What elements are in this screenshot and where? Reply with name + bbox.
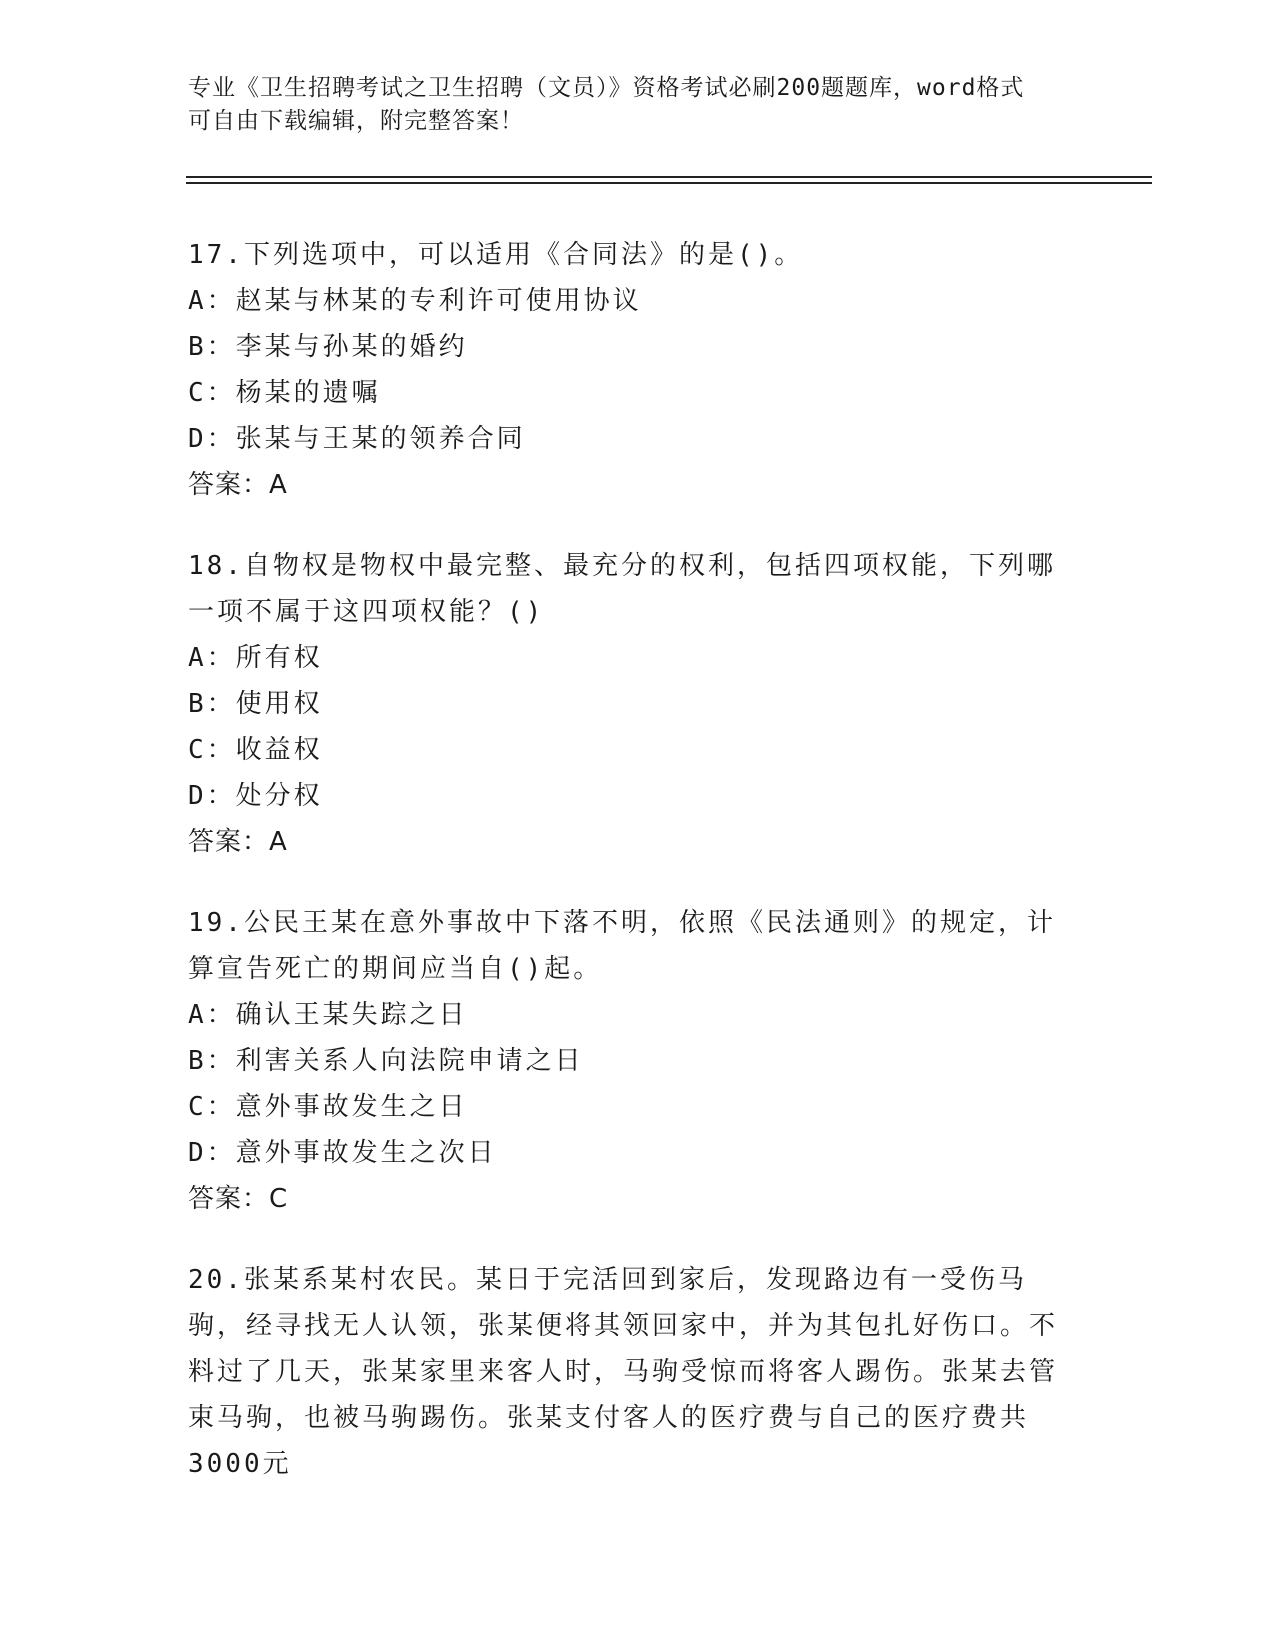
header-divider-top [186,176,1152,178]
question-list [188,232,1078,1522]
option-c: C：杨某的遗嘱 [188,378,381,408]
question-20 [188,1257,1078,1487]
document-header [188,72,1068,138]
header-line-1: 专业《卫生招聘考试之卫生招聘（文员）》资格考试必刷200题题库，word格式 [188,75,1025,101]
answer: 答案：A [188,470,288,500]
question-text: 19.公民王某在意外事故中下落不明，依照《民法通则》的规定，计算宣告死亡的期间应当自()起。 [188,908,1056,984]
option-a: A：确认王某失踪之日 [188,1000,468,1030]
header-line-2: 可自由下载编辑，附完整答案！ [188,108,524,134]
option-a: A：赵某与林某的专利许可使用协议 [188,286,642,316]
option-d: D：处分权 [188,781,323,811]
option-d: D：张某与王某的领养合同 [188,424,526,454]
question-18 [188,543,1078,865]
question-19 [188,900,1078,1222]
question-17 [188,232,1078,508]
option-b: B：利害关系人向法院申请之日 [188,1046,584,1076]
answer: 答案：A [188,827,288,857]
option-c: C：收益权 [188,735,323,765]
option-d: D：意外事故发生之次日 [188,1138,497,1168]
question-text: 20.张某系某村农民。某日于完活回到家后，发现路边有一受伤马驹，经寻找无人认领，张某便将其领回家中，并为其包扎好伤口。不料过了几天，张某家里来客人时，马驹受惊而将客人踢伤。张某去管束马驹，也被马驹踢伤。张某支付客人的医疗费与自己的医疗费共3000元 [188,1265,1059,1479]
option-c: C：意外事故发生之日 [188,1092,468,1122]
answer: 答案：C [188,1184,289,1214]
question-text: 17.下列选项中，可以适用《合同法》的是()。 [188,240,804,270]
header-divider-bottom [186,182,1152,184]
option-b: B：李某与孙某的婚约 [188,332,468,362]
question-text: 18.自物权是物权中最完整、最充分的权利，包括四项权能，下列哪一项不属于这四项权能？() [188,551,1056,627]
option-a: A：所有权 [188,643,323,673]
option-b: B：使用权 [188,689,323,719]
